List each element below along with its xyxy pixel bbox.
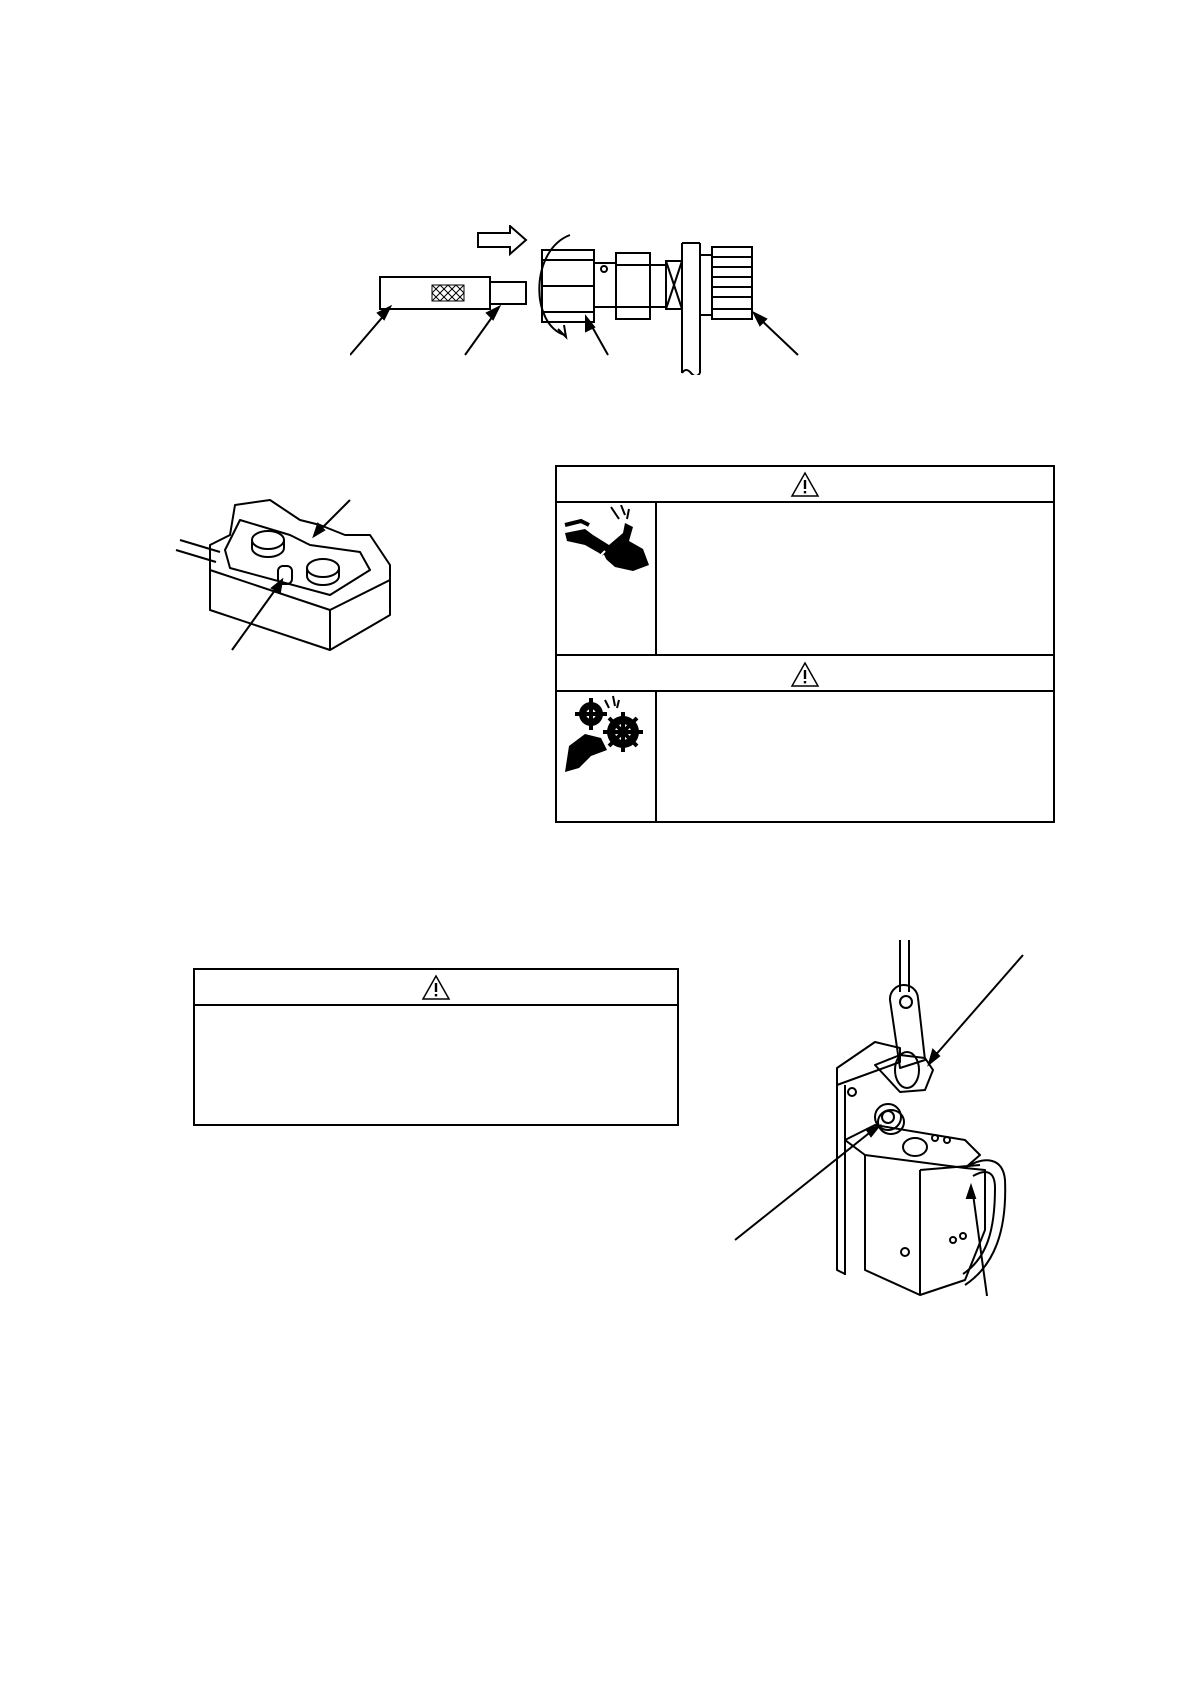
fitting-nut [542, 250, 594, 322]
warning-panel-hazards [555, 465, 1055, 823]
warning-triangle-icon [421, 974, 451, 1001]
warning-body-3 [195, 1006, 677, 1124]
warning-panel-notice [193, 968, 679, 1126]
warning-header-1 [557, 467, 1053, 503]
hose-connection-figure [350, 225, 850, 375]
pictogram-cell-2 [557, 690, 657, 821]
pictogram-cell-1 [557, 501, 657, 656]
hose [380, 277, 490, 309]
mounting-plate [682, 243, 700, 375]
warning-header-2 [557, 654, 1053, 692]
hand-burn-pictogram [563, 505, 651, 577]
push-arrow-icon [478, 226, 526, 254]
hose-braid [432, 285, 464, 301]
warning-row-2 [557, 690, 1053, 821]
warning-header-3 [195, 970, 677, 1006]
warning-triangle-icon [790, 661, 820, 688]
valve-knob [712, 247, 752, 319]
pedal-switch-figure [170, 490, 470, 720]
hoist-unit-figure [725, 940, 1030, 1300]
warning-triangle-icon [790, 471, 820, 498]
warning-row-1 [557, 501, 1053, 656]
hand-gear-crush-pictogram [561, 694, 651, 774]
hose-inner-tube [490, 282, 526, 304]
